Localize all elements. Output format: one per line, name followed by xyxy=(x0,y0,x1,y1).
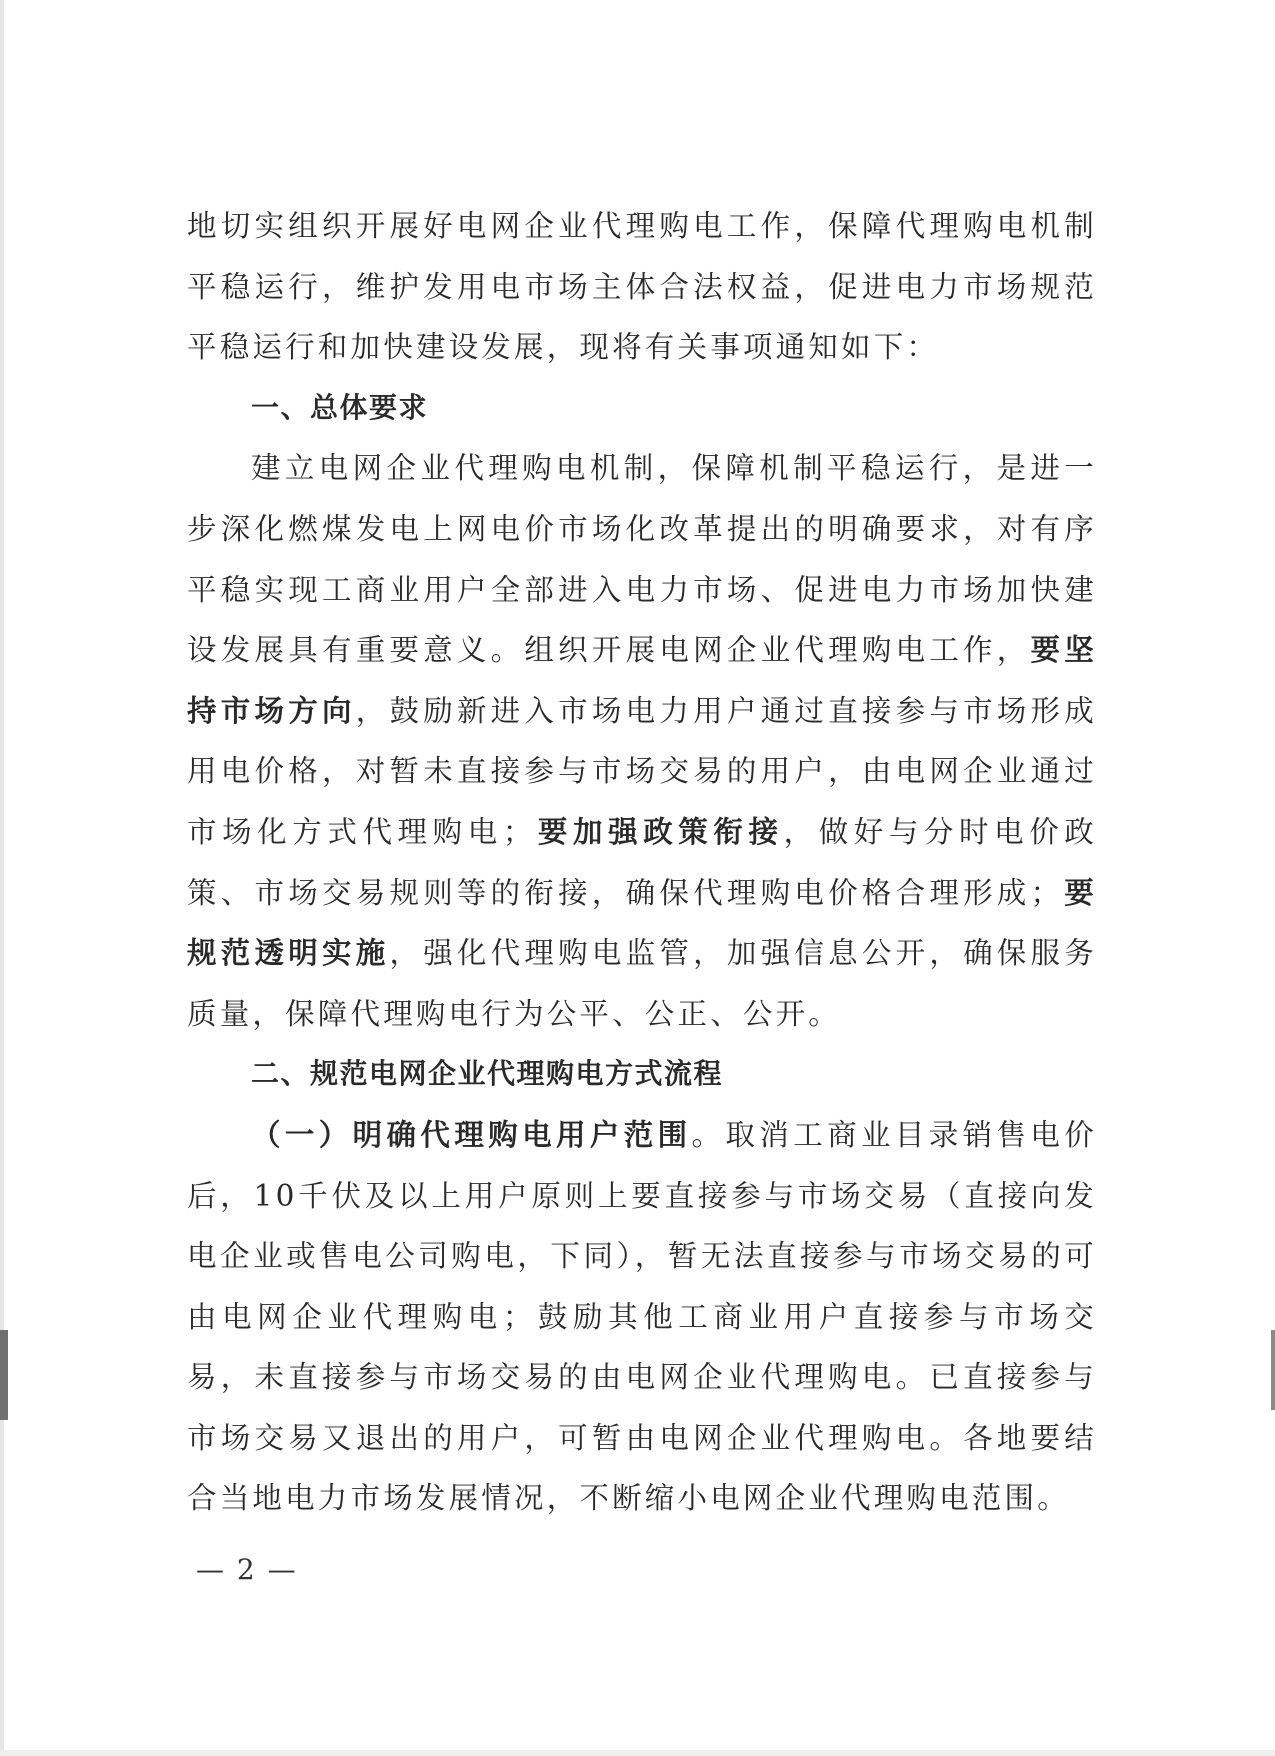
paragraph-text: ，鼓励新进入市场电力用户通过直接参与市场形成用电价格，对暂未直接参与市场交易的用户，由电网企业通过市场化方式代理购电； xyxy=(187,693,1097,849)
paragraph-text: 建立电网企业代理购电机制，保障机制平稳运行，是进一步深化燃煤发电上网电价市场化改革提出的明确要求，对有序平稳实现工商业用户全部进入电力市场、促进电力市场加快建设发展具有重要意义。组织开展电网企业代理购电工作， xyxy=(187,451,1097,668)
document-body xyxy=(187,196,1097,1529)
paragraph-text: ，强化代理购电监管，加强信息公开，确保服务质量，保障代理购电行为公平、公正、公开。 xyxy=(187,936,1097,1031)
emphasis-market-direction: 要坚持市场方向 xyxy=(187,632,1097,728)
paragraph-intro-continuation: 地切实组织开展好电网企业代理购电工作，保障代理购电机制平稳运行，维护发用电市场主体合法权益，促进电力市场规范平稳运行和加快建设发展，现将有关事项通知如下： xyxy=(187,209,1097,365)
paragraph-text: ，做好与分时电价政策、市场交易规则等的衔接，确保代理购电价格合理形成； xyxy=(187,814,1097,910)
scan-right-edge-mark xyxy=(1271,1330,1275,1410)
section-heading-procurement-process: 二、规范电网企业代理购电方式流程 xyxy=(251,1057,724,1091)
paragraph-general-requirements xyxy=(187,438,1097,1044)
scan-bottom-edge xyxy=(0,1750,1275,1756)
scan-binding-mark xyxy=(0,1330,8,1420)
scan-left-edge xyxy=(0,0,4,1756)
paragraph-user-scope xyxy=(187,1105,1097,1529)
emphasis-transparent-implementation: 要规范透明实施 xyxy=(187,874,1098,971)
paragraph-text: 。取消工商业目录销售电价后，10千伏及以上用户原则上要直接参与市场交易（直接向发电企业或售电公司购电，下同），暂无法直接参与市场交易的可由电网企业代理购电；鼓励其他工商业用户直接参与市场交易，未直接参与市场交易的由电网企业代理购电。已直接参与市场交易又退出的用户，可暂由电网企业代理购电。各地要结合当地电力市场发展情况，不断缩小电网企业代理购电范围。 xyxy=(187,1117,1097,1516)
subsection-heading-user-scope: （一）明确代理购电用户范围 xyxy=(251,1116,692,1152)
section-heading-general-requirements: 一、总体要求 xyxy=(251,390,429,424)
emphasis-policy-coordination: 要加强政策衔接 xyxy=(535,813,784,849)
page-number: — 2 — xyxy=(196,1553,298,1586)
